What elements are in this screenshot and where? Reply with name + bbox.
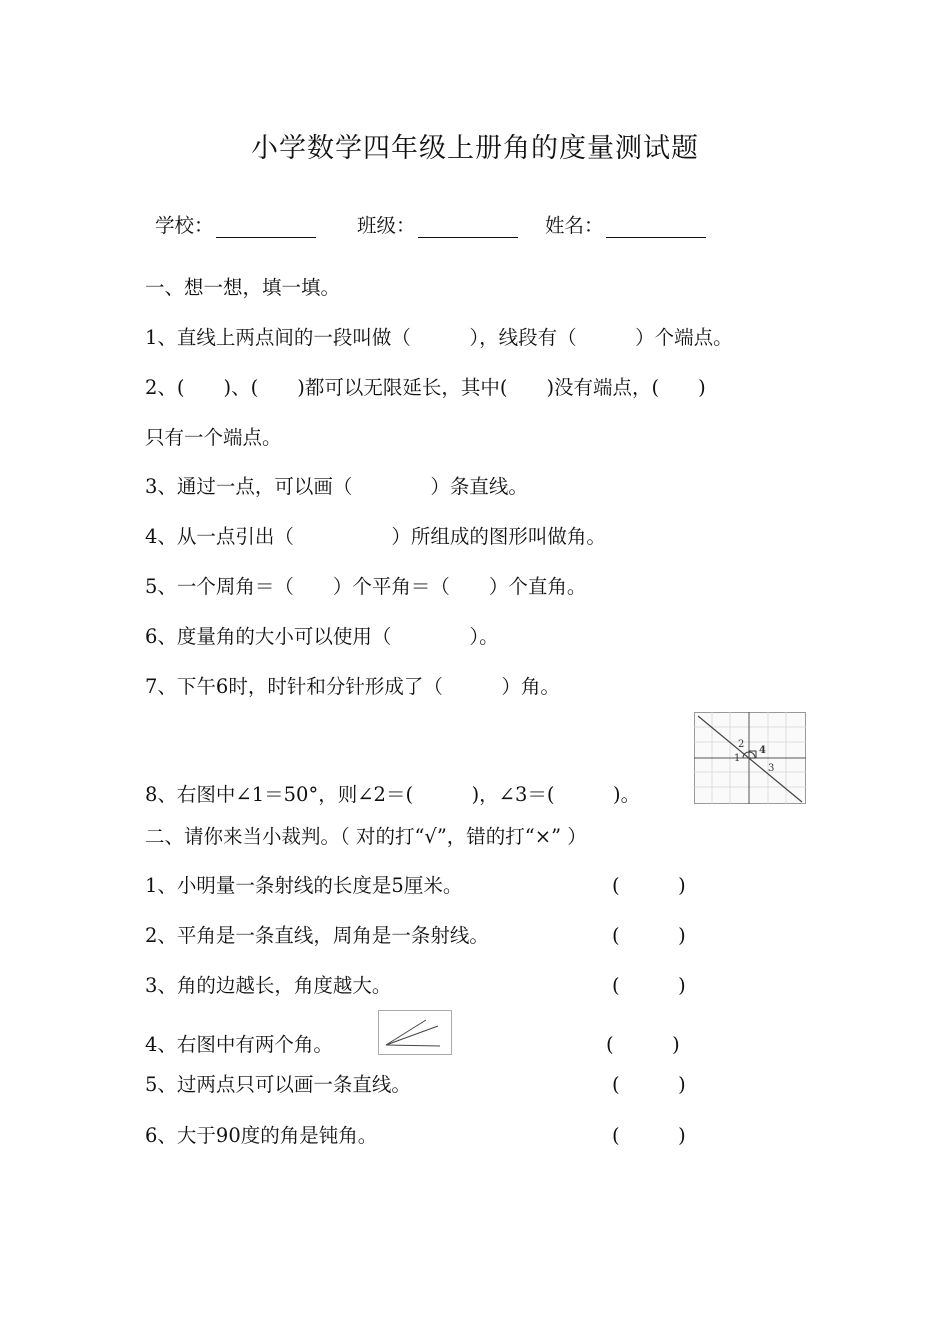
school-label: 学校： (155, 214, 214, 237)
name-blank[interactable] (606, 217, 706, 238)
angle-figure-q8 (694, 712, 806, 804)
question-2: 2、( )、( )都可以无限延长，其中( )没有端点，( ) (145, 376, 706, 399)
angle-label-3: 3 (768, 763, 775, 774)
class-blank[interactable] (418, 217, 518, 238)
school-field (155, 210, 316, 238)
question-1: 1、直线上两点间的一段叫做（ ），线段有（ ）个端点。 (145, 326, 733, 349)
judge-item-5: 5、过两点只可以画一条直线。 (145, 1073, 411, 1096)
judge-item-2: 2、平角是一条直线，周角是一条射线。 (145, 924, 489, 947)
judge-item-3: 3、角的边越长，角度越大。 (145, 974, 392, 997)
angle-label-4: 4 (759, 745, 766, 756)
question-2-cont: 只有一个端点。 (145, 426, 282, 449)
angle-label-1: 1 (734, 753, 741, 764)
name-label: 姓名： (545, 214, 604, 237)
page-title: 小学数学四年级上册角的度量测试题 (251, 133, 699, 164)
section1-heading: 一、想一想，填一填。 (145, 276, 341, 299)
judge-item-1: 1、小明量一条射线的长度是5厘米。 (145, 874, 463, 897)
angle-label-2: 2 (738, 739, 745, 750)
judge-answer-2[interactable]: ( ) (612, 924, 686, 947)
name-field (545, 210, 706, 238)
judge-answer-4[interactable]: ( ) (606, 1033, 680, 1056)
section2-heading: 二、请你来当小裁判。（ 对的打“√”，错的打“×” ） (145, 825, 587, 848)
judge-item-6: 6、大于90度的角是钝角。 (145, 1124, 378, 1147)
class-label: 班级： (357, 214, 416, 237)
question-7: 7、下午6时，时针和分针形成了（ ）角。 (145, 675, 560, 698)
class-field (357, 210, 518, 238)
judge-answer-1[interactable]: ( ) (612, 874, 686, 897)
question-5: 5、一个周角＝（ ）个平角＝（ ）个直角。 (145, 575, 587, 598)
question-8: 8、右图中∠1＝50°，则∠2＝( )，∠3＝( )。 (145, 783, 641, 806)
judge-answer-5[interactable]: ( ) (612, 1073, 686, 1096)
question-6: 6、度量角的大小可以使用（ ）。 (145, 625, 499, 648)
question-3: 3、通过一点，可以画（ ）条直线。 (145, 475, 528, 498)
judge-answer-6[interactable]: ( ) (612, 1124, 686, 1147)
school-blank[interactable] (216, 217, 316, 238)
judge-answer-3[interactable]: ( ) (612, 974, 686, 997)
two-rays-figure (378, 1010, 452, 1055)
judge-item-4: 4、右图中有两个角。 (145, 1033, 333, 1056)
question-4: 4、从一点引出（ ）所组成的图形叫做角。 (145, 525, 606, 548)
